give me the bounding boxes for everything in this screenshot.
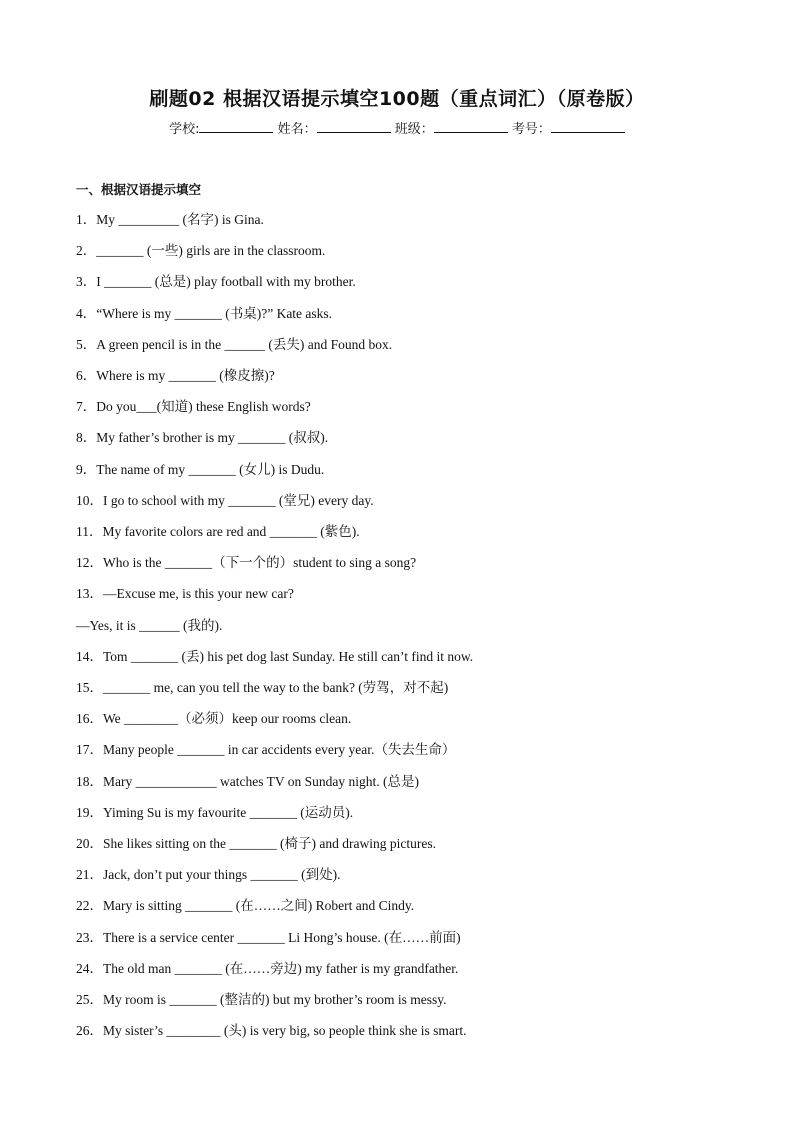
section-heading: 一、根据汉语提示填空	[76, 182, 202, 197]
question-item: 15．_______ me, can you tell the way to the bank? (劳驾，对不起)	[76, 680, 449, 695]
question-item: 9．The name of my _______ (女儿) is Dudu.	[76, 462, 325, 477]
class-label: 班级：	[394, 122, 434, 137]
question-item: 16．We ________（必须）keep our rooms clean.	[76, 711, 352, 726]
name-label: 姓名：	[277, 122, 317, 137]
question-item: 25．My room is _______ (整洁的) but my brother’s room is messy.	[76, 992, 447, 1007]
id-blank[interactable]	[551, 120, 625, 133]
question-item: 8．My father’s brother is my _______ (叔叔).	[76, 430, 329, 445]
question-item: 22．Mary is sitting _______ (在……之间) Robert and Cindy.	[76, 898, 415, 913]
question-item: 17．Many people _______ in car accidents every year.（失去生命）	[76, 742, 456, 757]
question-item: 19．Yiming Su is my favourite _______ (运动员).	[76, 805, 354, 820]
school-blank[interactable]	[199, 120, 273, 133]
question-item: 2．_______ (一些) girls are in the classroom.	[76, 243, 326, 258]
question-item: 20．She likes sitting on the _______ (椅子) and drawing pictures.	[76, 836, 436, 851]
question-item: 4．“Where is my _______ (书桌)?” Kate asks.	[76, 306, 333, 321]
question-item: 23．There is a service center _______ Li Hong’s house. (在……前面)	[76, 930, 461, 945]
question-item: 10．I go to school with my _______ (堂兄) every day.	[76, 493, 374, 508]
question-item: 3．I _______ (总是) play football with my brother.	[76, 274, 356, 289]
school-label: 学校:	[169, 122, 200, 137]
question-item: 21．Jack, don’t put your things _______ (到处).	[76, 867, 341, 882]
answer-line: —Yes, it is ______ (我的).	[76, 618, 223, 633]
id-label: 考号：	[511, 122, 551, 137]
name-blank[interactable]	[317, 120, 391, 133]
page-title: 刷题02 根据汉语提示填空100题（重点词汇）（原卷版）	[149, 88, 645, 110]
question-item: 1．My _________ (名字) is Gina.	[76, 212, 264, 227]
question-item: 5．A green pencil is in the ______ (丢失) and Found box.	[76, 337, 393, 352]
question-item: 26．My sister’s ________ (头) is very big, so people think she is smart.	[76, 1023, 467, 1038]
question-item: 11．My favorite colors are red and _______ (紫色).	[76, 524, 360, 539]
student-info-line	[0, 118, 794, 137]
question-item: 13．—Excuse me, is this your new car?	[76, 586, 294, 601]
question-item: 24．The old man _______ (在……旁边) my father is my grandfather.	[76, 961, 459, 976]
question-item: 18．Mary ____________ watches TV on Sunday night. (总是)	[76, 774, 419, 789]
question-item: 7．Do you___(知道) these English words?	[76, 399, 311, 414]
question-item: 12．Who is the _______（下一个的）student to sing a song?	[76, 555, 417, 570]
question-item: 14．Tom _______ (丢) his pet dog last Sunday. He still can’t find it now.	[76, 649, 474, 664]
question-item: 6．Where is my _______ (橡皮擦)?	[76, 368, 275, 383]
class-blank[interactable]	[434, 120, 508, 133]
